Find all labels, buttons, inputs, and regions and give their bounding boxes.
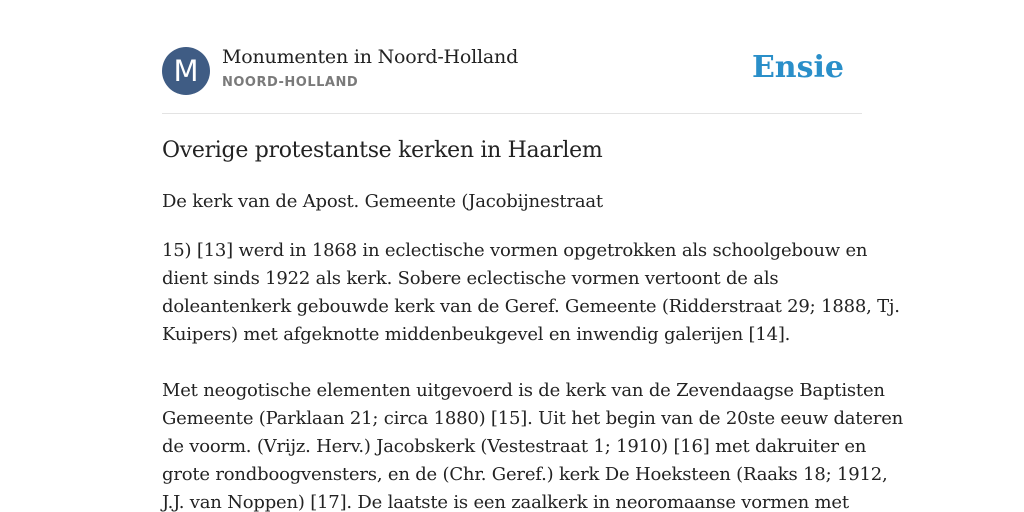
text-line: Gemeente (Parklaan 21; circa 1880) [15]. Uit het begin van de 20ste eeuw dateren (162, 408, 904, 429)
header-divider (162, 113, 862, 114)
article-body (162, 237, 904, 512)
text-line: de voorm. (Vrijz. Herv.) Jacobskerk (Vestestraat 1; 1910) [16] met dakruiter en (162, 436, 867, 457)
text-line: J.J. van Noppen) [17]. De laatste is een zaalkerk in neoromaanse vormen met (162, 492, 849, 512)
brand-logo-link[interactable]: Ensie (751, 50, 844, 85)
text-line: grote rondboogvensters, en de (Chr. Geref.) kerk De Hoeksteen (Raaks 18; 1912, (162, 464, 888, 485)
page-header (162, 46, 862, 96)
text-line: dient sinds 1922 als kerk. Sobere eclectische vormen vertoont de als (162, 268, 779, 289)
paragraph (162, 237, 900, 349)
text-line: Met neogotische elementen uitgevoerd is de kerk van de Zevendaagse Baptisten (162, 380, 885, 401)
site-subtitle: NOORD-HOLLAND (222, 75, 359, 90)
text-line: Kuipers) met afgeknotte middenbeukgevel en inwendig galerijen [14]. (162, 324, 791, 345)
article-lead: De kerk van de Apost. Gemeente (Jacobijnestraat (162, 191, 603, 212)
text-line: 15) [13] werd in 1868 in eclectische vormen opgetrokken als schoolgebouw en (162, 240, 868, 261)
article-title: Overige protestantse kerken in Haarlem (162, 138, 603, 163)
paragraph (162, 377, 904, 512)
avatar[interactable]: M (162, 47, 210, 95)
text-line: doleantenkerk gebouwde kerk van de Geref. Gemeente (Ridderstraat 29; 1888, Tj. (162, 296, 900, 317)
site-title-link[interactable]: Monumenten in Noord-Holland (222, 46, 519, 68)
